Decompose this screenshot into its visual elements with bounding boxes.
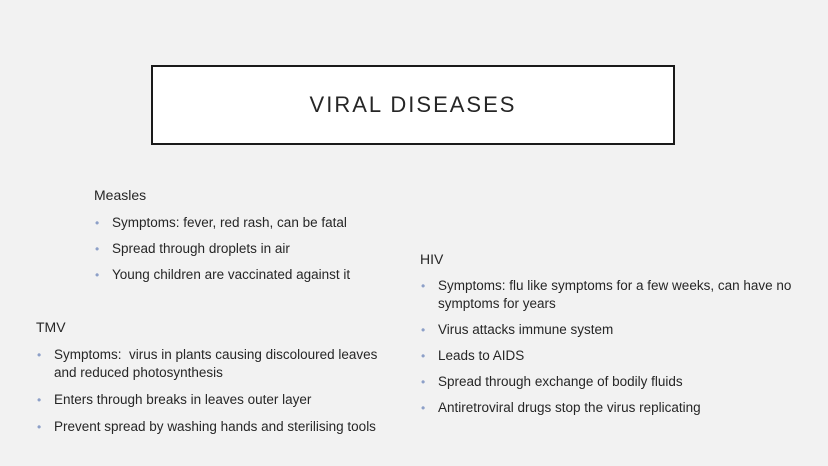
- bullet-icon: •: [95, 216, 100, 230]
- bullet-text: Antiretroviral drugs stop the virus replicating: [438, 400, 701, 415]
- bullet-icon: •: [421, 375, 426, 389]
- list-item: [420, 347, 820, 365]
- bullet-icon: •: [95, 268, 100, 282]
- bullet-icon: •: [37, 393, 42, 407]
- bullet-icon: •: [95, 242, 100, 256]
- measles-bullet-list: [94, 214, 414, 284]
- list-item: [94, 240, 414, 258]
- bullet-icon: •: [421, 279, 426, 293]
- bullet-icon: •: [421, 323, 426, 337]
- list-item: [94, 266, 414, 284]
- bullet-text: Leads to AIDS: [438, 348, 525, 363]
- title-box: [151, 65, 675, 145]
- bullet-text: Symptoms: flu like symptoms for a few weeks, can have no symptoms for years: [438, 278, 792, 311]
- list-item: [420, 277, 820, 313]
- bullet-text: Prevent spread by washing hands and sterilising tools: [54, 419, 376, 434]
- list-item: [36, 346, 396, 382]
- bullet-icon: •: [37, 420, 42, 434]
- bullet-text: Spread through droplets in air: [112, 241, 290, 256]
- tmv-section: [36, 318, 396, 445]
- tmv-bullet-list: [36, 346, 396, 436]
- bullet-text: Symptoms: fever, red rash, can be fatal: [112, 215, 347, 230]
- list-item: [94, 214, 414, 232]
- bullet-icon: •: [421, 349, 426, 363]
- bullet-text: Virus attacks immune system: [438, 322, 614, 337]
- measles-section: [94, 186, 414, 292]
- list-item: [420, 321, 820, 339]
- bullet-text: Symptoms: virus in plants causing discoloured leaves and reduced photosynthesis: [54, 347, 382, 380]
- bullet-icon: •: [421, 401, 426, 415]
- list-item: [36, 418, 396, 436]
- list-item: [36, 391, 396, 409]
- hiv-heading: HIV: [420, 251, 444, 267]
- bullet-text: Spread through exchange of bodily fluids: [438, 374, 683, 389]
- bullet-icon: •: [37, 348, 42, 362]
- hiv-section: [420, 250, 820, 425]
- measles-heading: Measles: [94, 187, 147, 203]
- list-item: [420, 373, 820, 391]
- hiv-bullet-list: [420, 277, 820, 417]
- bullet-text: Enters through breaks in leaves outer layer: [54, 392, 312, 407]
- bullet-text: Young children are vaccinated against it: [112, 267, 351, 282]
- list-item: [420, 399, 820, 417]
- tmv-heading: TMV: [36, 319, 66, 335]
- slide-title: VIRAL DISEASES: [309, 92, 517, 117]
